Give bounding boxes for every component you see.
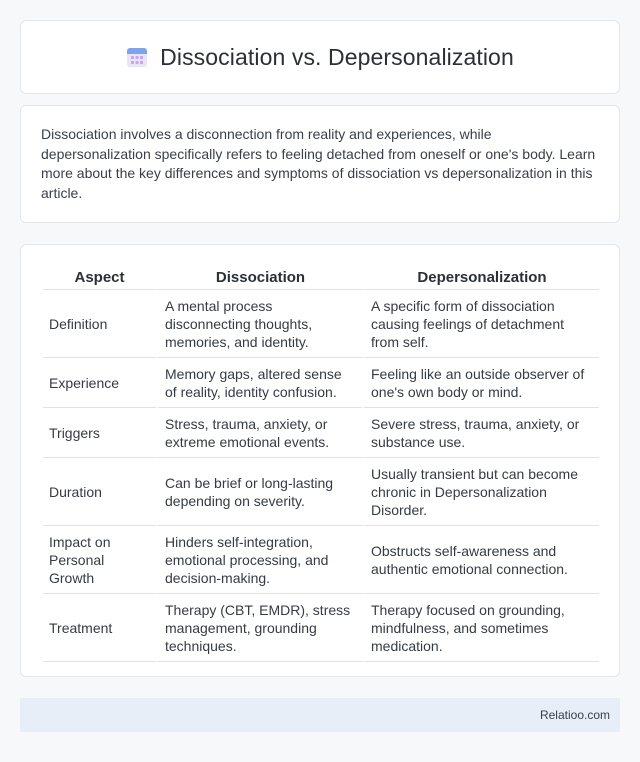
footer (20, 698, 620, 732)
table-row (43, 358, 599, 408)
cell-dissociation: A mental process disconnecting thoughts, memories, and identity. (156, 290, 362, 358)
cell-dissociation: Therapy (CBT, EMDR), stress management, grounding techniques. (156, 594, 362, 662)
header-depersonalization: Depersonalization (362, 265, 599, 290)
table-row (43, 290, 599, 358)
table-row (43, 526, 599, 594)
cell-depersonalization: Therapy focused on grounding, mindfulness, and sometimes medication. (362, 594, 599, 662)
table-header-row (43, 265, 599, 290)
cell-depersonalization: Usually transient but can become chronic in Depersonalization Disorder. (362, 458, 599, 526)
page-title: Dissociation vs. Depersonalization (160, 43, 514, 70)
intro-card (20, 105, 620, 223)
cell-depersonalization: Severe stress, trauma, anxiety, or substance use. (362, 408, 599, 458)
cell-aspect: Experience (43, 358, 156, 408)
cell-aspect: Definition (43, 290, 156, 358)
header-dissociation: Dissociation (156, 265, 362, 290)
cell-dissociation: Hinders self-integration, emotional processing, and decision-making. (156, 526, 362, 594)
cell-aspect: Treatment (43, 594, 156, 662)
comparison-card (20, 244, 620, 677)
cell-depersonalization: Feeling like an outside observer of one's own body or mind. (362, 358, 599, 408)
table-row (43, 458, 599, 526)
cell-aspect: Duration (43, 458, 156, 526)
cell-dissociation: Stress, trauma, anxiety, or extreme emotional events. (156, 408, 362, 458)
cell-aspect: Impact on Personal Growth (43, 526, 156, 594)
cell-dissociation: Can be brief or long-lasting depending on severity. (156, 458, 362, 526)
header-aspect: Aspect (43, 265, 156, 290)
calendar-icon (126, 46, 148, 68)
comparison-table (43, 265, 599, 662)
intro-text: Dissociation involves a disconnection from reality and experiences, while depersonalization specifically refers to feeling detached from oneself or one's body. Learn more about the key differences and symptoms of dissociation vs depersonalization in this article. (41, 126, 596, 201)
cell-aspect: Triggers (43, 408, 156, 458)
cell-dissociation: Memory gaps, altered sense of reality, identity confusion. (156, 358, 362, 408)
table-row (43, 594, 599, 662)
cell-depersonalization: Obstructs self-awareness and authentic emotional connection. (362, 526, 599, 594)
footer-brand[interactable]: Relatioo.com (539, 708, 610, 722)
cell-depersonalization: A specific form of dissociation causing feelings of detachment from self. (362, 290, 599, 358)
title-card (20, 20, 620, 94)
table-row (43, 408, 599, 458)
